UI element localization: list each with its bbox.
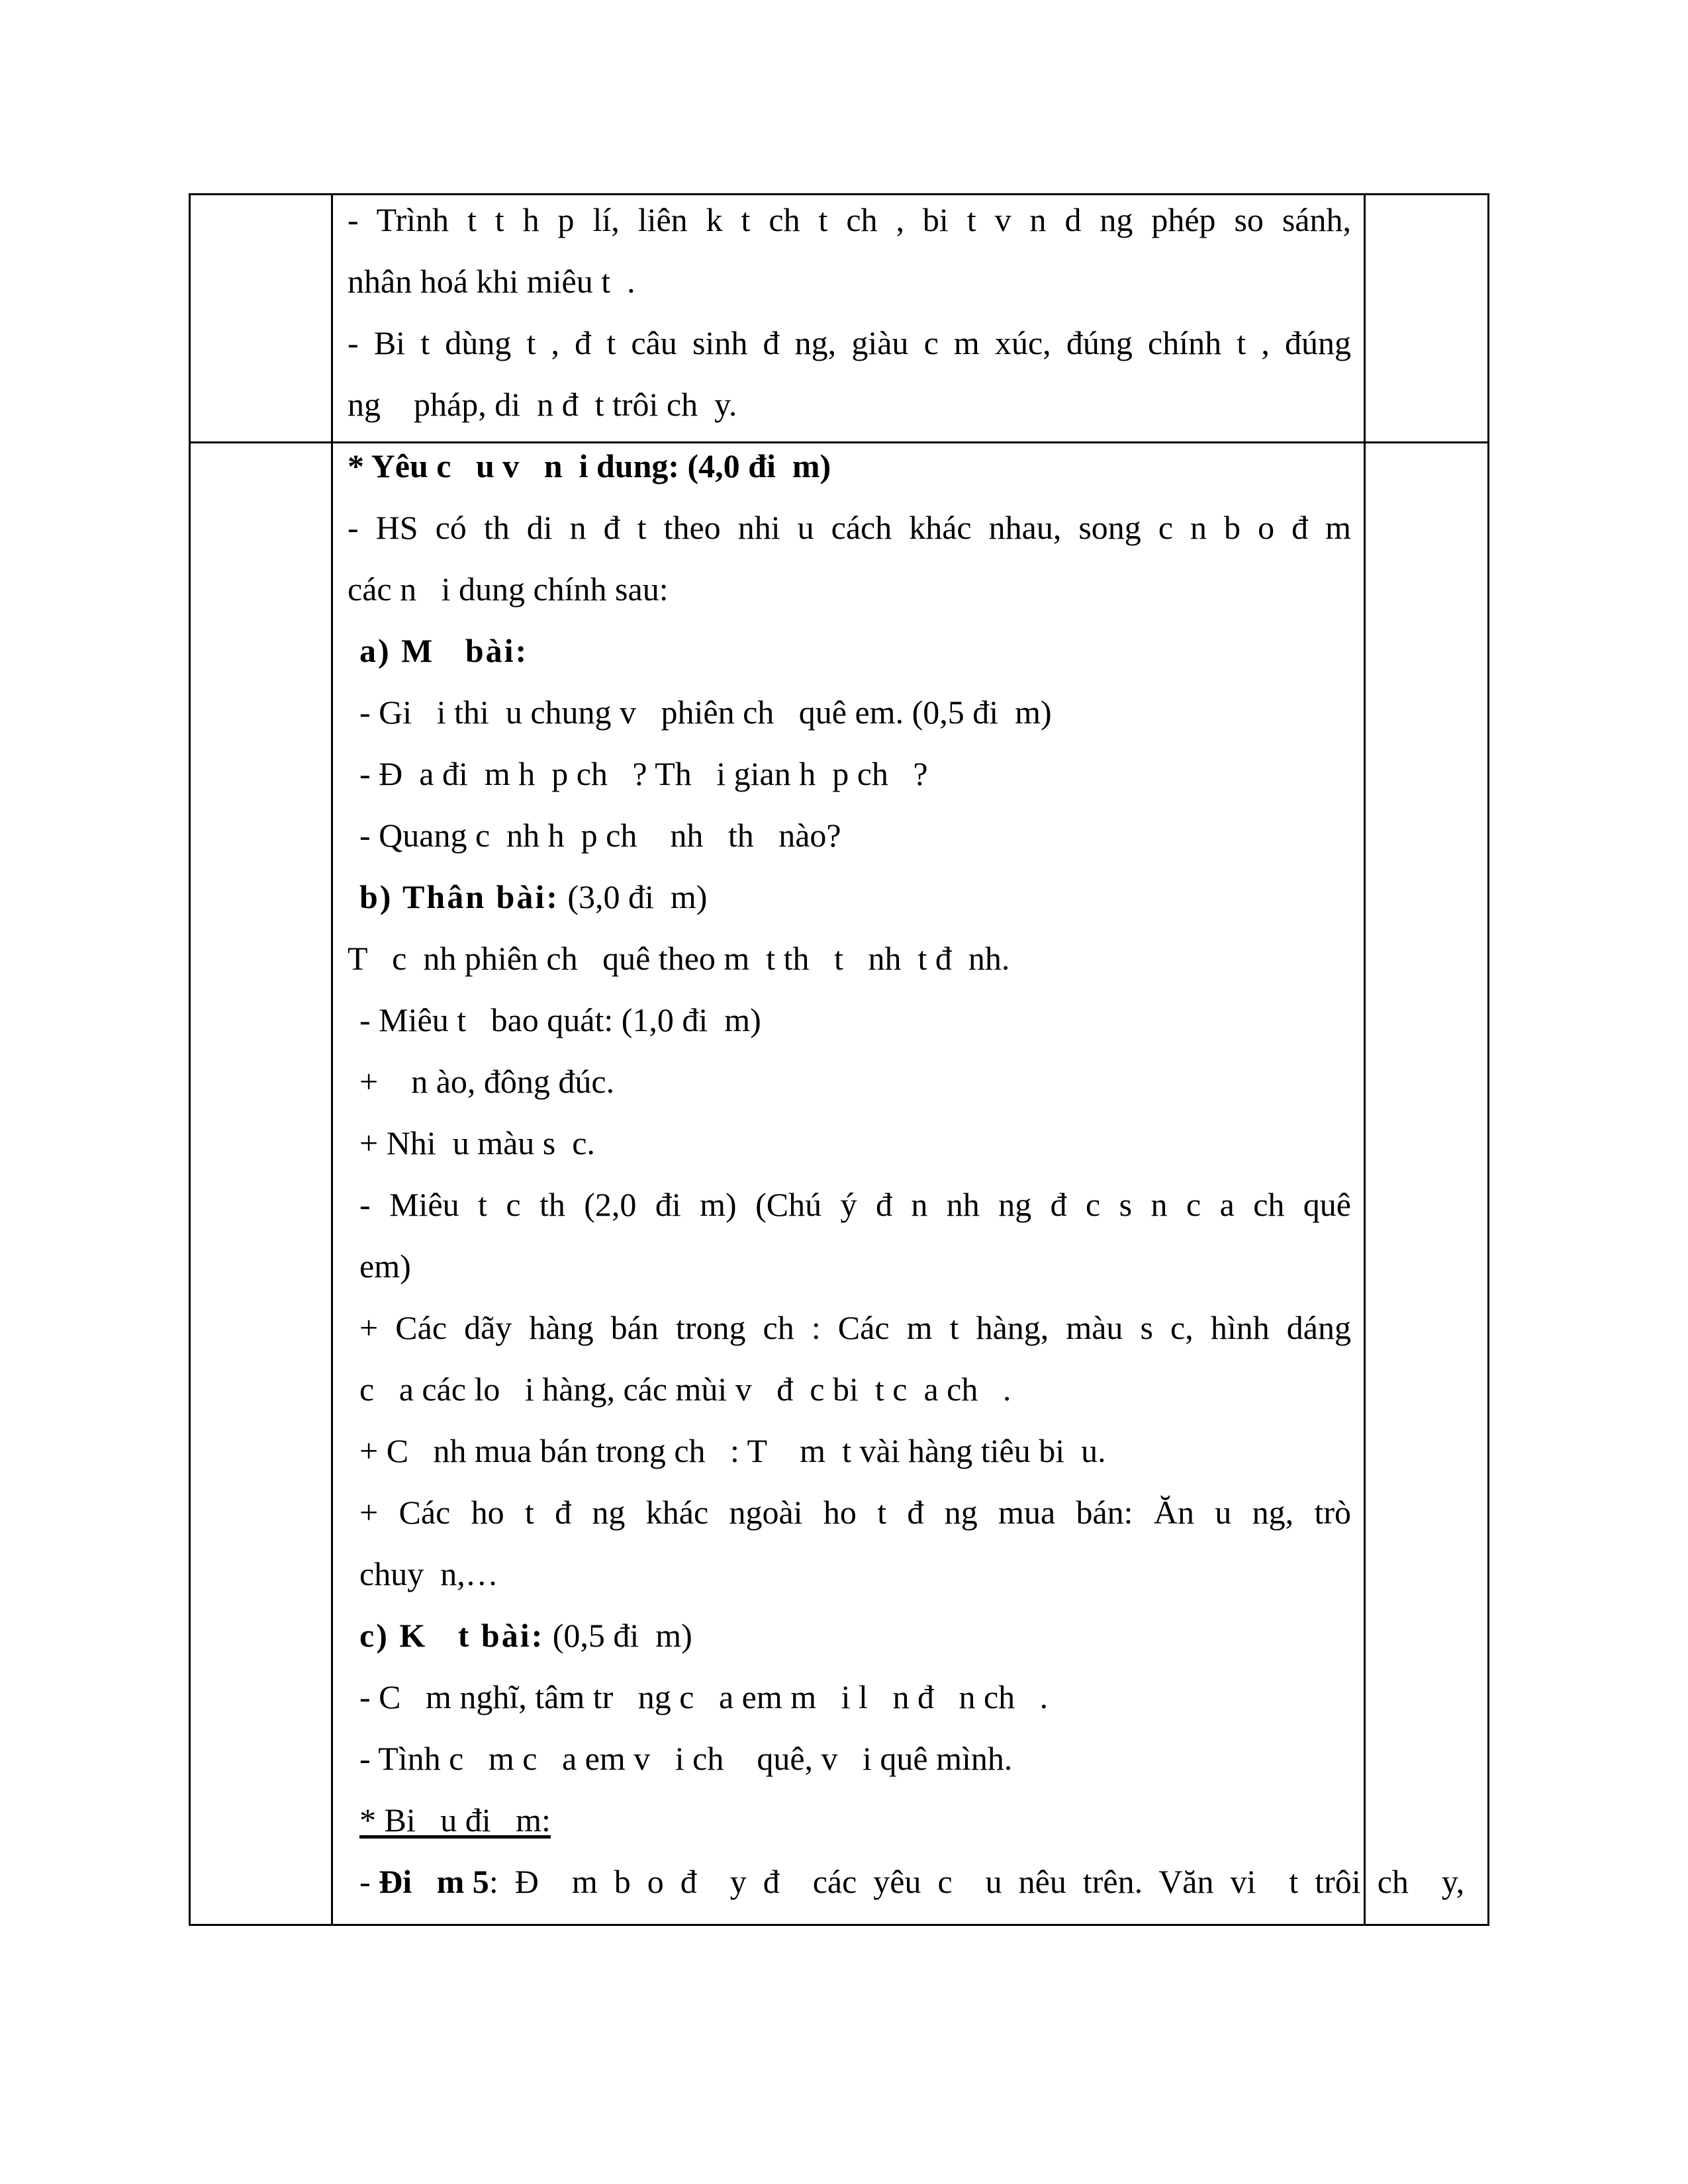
table-border-right — [1487, 193, 1489, 1926]
ket-bai-item-1: - C m nghĩ, tâm tr ng c a em m i l n đ n ch . — [359, 1678, 1049, 1715]
row1-line-3: - Bi t dùng t , đ t câu sinh đ ng, giàu c m xúc, đúng chính t , đúng — [348, 324, 1351, 361]
table-column-divider-1 — [331, 193, 333, 1926]
table-border-bottom — [189, 1924, 1489, 1926]
table-border-left — [189, 193, 191, 1926]
row1-line-4: ng pháp, di n đ t trôi ch y. — [348, 386, 737, 423]
than-bai-line-4: + Nhi u màu s c. — [359, 1124, 595, 1161]
than-bai-line-1: T c nh phiên ch quê theo m t th t nh t đ nh. — [348, 940, 1010, 977]
diem-5-prefix: - — [359, 1863, 379, 1900]
mo-bai-item-3: - Quang c nh h p ch nh th nào? — [359, 817, 841, 854]
intro-line-2: các n i dung chính sau: — [348, 570, 669, 608]
mo-bai-item-1: - Gi i thi u chung v phiên ch quê em. (0,5 đi m) — [359, 694, 1052, 731]
diem-5-label: Đi m 5 — [379, 1863, 489, 1900]
mo-bai-heading: a) M bài: — [359, 632, 529, 669]
ket-bai-heading: c) K t bài: — [359, 1617, 545, 1654]
than-bai-line-11: chuy n,… — [359, 1555, 498, 1592]
than-bai-line-9: + C nh mua bán trong ch : T m t vài hàng tiêu bi u. — [359, 1432, 1106, 1469]
diem-5-line — [348, 1851, 1465, 1913]
than-bai-line-6: em) — [359, 1248, 411, 1285]
row1-line-1: - Trình t t h p lí, liên k t ch t ch , bi t v n d ng phép so sánh, — [348, 201, 1351, 238]
diem-5-text: : Đ m b o đ y đ các yêu c u nêu trên. Văn vi t trôi ch y, — [489, 1863, 1465, 1900]
ket-bai-score: (0,5 đi m) — [544, 1617, 692, 1654]
intro-line-1: - HS có th di n đ t theo nhi u cách khác nhau, song c n b o đ m — [348, 509, 1351, 546]
than-bai-line-10: + Các ho t đ ng khác ngoài ho t đ ng mua bán: Ăn u ng, trò — [359, 1494, 1351, 1531]
bieu-diem-heading-line — [348, 1790, 1351, 1851]
bieu-diem-heading: * Bi u đi m: — [359, 1801, 551, 1839]
row1-line-2: nhân hoá khi miêu t . — [348, 263, 635, 300]
mo-bai-item-2: - Đ a đi m h p ch ? Th i gian h p ch ? — [359, 755, 928, 792]
than-bai-line-3: + n ào, đông đúc. — [359, 1063, 615, 1100]
than-bai-line-8: c a các lo i hàng, các mùi v đ c bi t c a ch . — [359, 1371, 1011, 1408]
than-bai-line-5: - Miêu t c th (2,0 đi m) (Chú ý đ n nh ng đ c s n c a ch quê — [359, 1186, 1351, 1223]
row1-content-cell — [348, 189, 1351, 435]
content-requirement-heading: * Yêu c u v n i dung: (4,0 đi m) — [348, 447, 831, 484]
than-bai-score: (3,0 đi m) — [559, 878, 708, 915]
than-bai-line-2: - Miêu t bao quát: (1,0 đi m) — [359, 1001, 761, 1038]
ket-bai-item-2: - Tình c m c a em v i ch quê, v i quê mình. — [359, 1740, 1013, 1777]
than-bai-line-7: + Các dãy hàng bán trong ch : Các m t hàng, màu s c, hình dáng — [359, 1309, 1351, 1346]
row2-content-cell — [348, 435, 1465, 1913]
table-column-divider-2 — [1364, 193, 1366, 1926]
than-bai-heading-line — [348, 866, 1351, 928]
ket-bai-heading-line — [348, 1605, 1351, 1666]
than-bai-heading: b) Thân bài: — [359, 878, 559, 915]
